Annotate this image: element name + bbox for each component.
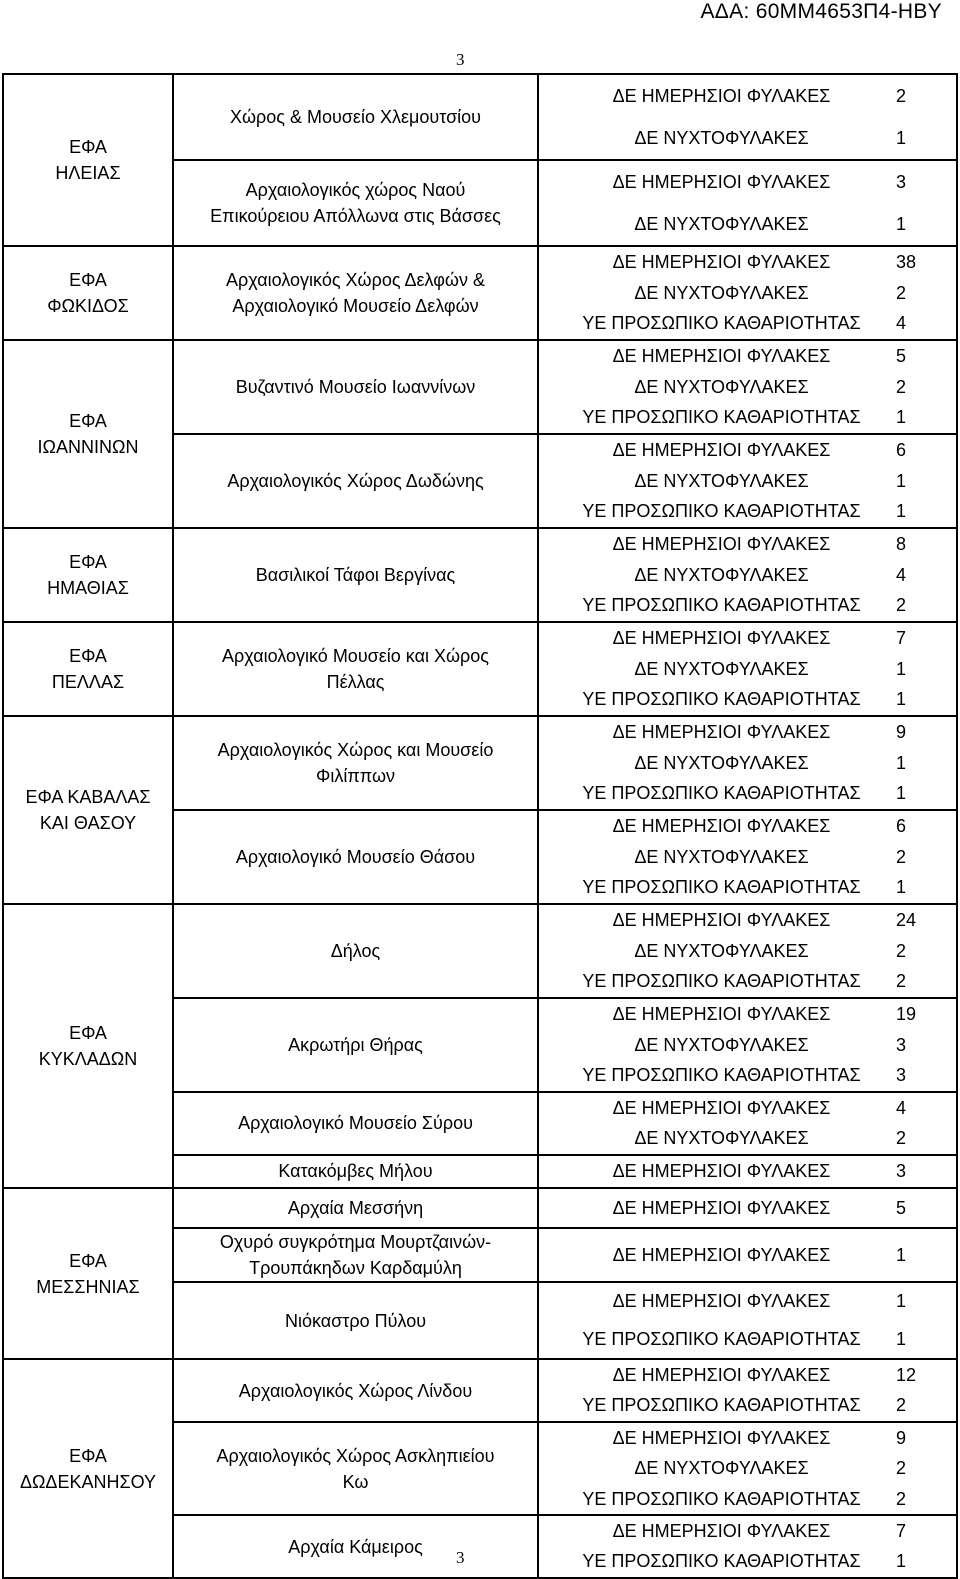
table-row [3,1188,957,1228]
unit-name: ΕΦΑ ΗΜΑΘΙΑΣ [47,551,129,598]
site-name: Δήλος [330,940,381,961]
staff-line [539,435,956,466]
staff-line [539,402,956,433]
staff-role: ΔΕ ΝΥΧΤΟΦΥΛΑΚΕΣ [634,470,809,491]
staff-role: ΔΕ ΗΜΕΡΗΣΙΟΙ ΦΥΛΑΚΕΣ [612,1161,831,1181]
staff-role: ΔΕ ΝΥΧΤΟΦΥΛΑΚΕΣ [634,1128,809,1149]
staff-line [539,1124,956,1155]
unit-name: ΕΦΑ ΗΛΕΙΑΣ [55,136,121,183]
site-name: Αρχαιολογικός Χώρος και Μουσείο Φιλίππων [217,739,494,786]
staff-count: 2 [896,1395,907,1416]
staff-count: 1 [896,127,907,148]
staff-line [539,1093,956,1124]
staff-line [539,117,956,159]
staff-role: ΔΕ ΝΥΧΤΟΦΥΛΑΚΕΣ [634,213,809,234]
staff-role: ΔΕ ΗΜΕΡΗΣΙΟΙ ΦΥΛΑΚΕΣ [612,1097,831,1118]
staff-line [539,529,956,560]
staff-count: 1 [896,213,907,234]
site-name: Αρχαιολογικό Μουσείο Θάσου [235,846,476,867]
staff-line [539,1360,956,1391]
staff-line [539,1060,956,1091]
staff-role: ΔΕ ΗΜΕΡΗΣΙΟΙ ΦΥΛΑΚΕΣ [612,1244,831,1265]
staff-role: ΔΕ ΝΥΧΤΟΦΥΛΑΚΕΣ [634,846,809,867]
unit-name: ΕΦΑ ΠΕΛΛΑΣ [51,645,125,692]
page-number-bottom: 3 [456,1548,465,1567]
staff-count: 3 [896,1065,907,1086]
unit-name: ΕΦΑ ΙΩΑΝΝΙΝΩΝ [37,410,139,457]
site-name: Κατακόμβες Μήλου [278,1161,433,1182]
staff-role: ΔΕ ΗΜΕΡΗΣΙΟΙ ΦΥΛΑΚΕΣ [612,1427,831,1448]
staff-line [539,1321,956,1359]
site-name: Αρχαιολογικός Χώρος Ασκληπιείου Κω [216,1445,495,1492]
site-name: Νιόκαστρο Πύλου [284,1310,427,1331]
site-name: Αρχαιολογικός χώρος Ναού Επικούρειου Απόλλωνα στις Βάσσες [210,179,501,226]
staff-line [539,1484,956,1514]
table-row [3,904,957,998]
staff-role: ΥΕ ΠΡΟΣΩΠΙΚΟ ΚΑΘΑΡΙΟΤΗΤΑΣ [582,1488,861,1509]
staff-count: 4 [896,313,907,334]
staff-role: ΔΕ ΝΥΧΤΟΦΥΛΑΚΕΣ [634,940,809,961]
site-name: Αρχαιολογικός Χώρος Λίνδου [238,1380,473,1401]
staff-count: 2 [896,846,907,867]
staff-role: ΔΕ ΗΜΕΡΗΣΙΟΙ ΦΥΛΑΚΕΣ [612,85,831,106]
site-name: Αρχαιολογικός Χώρος Δωδώνης [227,470,484,491]
staff-line [539,161,956,203]
staff-count: 8 [896,533,907,554]
staff-role: ΥΕ ΠΡΟΣΩΠΙΚΟ ΚΑΘΑΡΙΟΤΗΤΑΣ [582,1065,861,1086]
staff-role: ΥΕ ΠΡΟΣΩΠΙΚΟ ΚΑΘΑΡΙΟΤΗΤΑΣ [582,1328,861,1349]
site-name: Αρχαία Κάμειρος [288,1536,423,1557]
staff-role: ΥΕ ΠΡΟΣΩΠΙΚΟ ΚΑΘΑΡΙΟΤΗΤΑΣ [582,783,861,804]
staff-role: ΔΕ ΝΥΧΤΟΦΥΛΑΚΕΣ [634,658,809,679]
staff-line [539,278,956,309]
staff-line [539,1391,956,1422]
staff-role: ΥΕ ΠΡΟΣΩΠΙΚΟ ΚΑΘΑΡΙΟΤΗΤΑΣ [582,407,861,428]
staff-count: 5 [896,345,907,366]
staff-role: ΔΕ ΗΜΕΡΗΣΙΟΙ ΦΥΛΑΚΕΣ [612,909,831,930]
staff-count: 2 [896,376,907,397]
unit-name: ΕΦΑ ΔΩΔΕΚΑΝΗΣΟΥ [19,1445,157,1492]
staff-count: 1 [896,407,907,428]
staff-line [539,341,956,372]
staff-count: 1 [896,689,907,710]
staff-role: ΔΕ ΝΥΧΤΟΦΥΛΑΚΕΣ [634,127,809,148]
staff-role: ΔΕ ΗΜΕΡΗΣΙΟΙ ΦΥΛΑΚΕΣ [612,1520,831,1541]
staff-line [539,1454,956,1484]
staff-count: 7 [896,1520,907,1541]
staff-line [539,1030,956,1061]
staff-count: 2 [896,940,907,961]
staff-count: 4 [896,1097,907,1118]
staff-count: 2 [896,1488,907,1509]
staff-count: 1 [896,877,907,898]
site-name: Αρχαιολογικός Χώρος Δελφών & Αρχαιολογικό Μουσείο Δελφών [226,269,485,316]
staff-role: ΥΕ ΠΡΟΣΩΠΙΚΟ ΚΑΘΑΡΙΟΤΗΤΑΣ [582,501,861,522]
staff-count: 2 [896,1458,907,1479]
staff-role: ΔΕ ΗΜΕΡΗΣΙΟΙ ΦΥΛΑΚΕΣ [612,815,831,836]
staff-count: 5 [896,1197,907,1218]
staff-role: ΔΕ ΗΜΕΡΗΣΙΟΙ ΦΥΛΑΚΕΣ [612,627,831,648]
site-name: Ακρωτήρι Θήρας [288,1034,423,1055]
staff-line [539,905,956,936]
staff-role: ΔΕ ΗΜΕΡΗΣΙΟΙ ΦΥΛΑΚΕΣ [612,721,831,742]
staff-role: ΔΕ ΗΜΕΡΗΣΙΟΙ ΦΥΛΑΚΕΣ [612,1291,831,1312]
staff-line [539,466,956,497]
staff-count: 1 [896,1551,907,1572]
staff-line [539,203,956,245]
staff-line [539,872,956,903]
staff-role: ΔΕ ΗΜΕΡΗΣΙΟΙ ΦΥΛΑΚΕΣ [612,251,831,272]
staff-role: ΥΕ ΠΡΟΣΩΠΙΚΟ ΚΑΘΑΡΙΟΤΗΤΑΣ [582,1551,861,1572]
staff-count: 1 [896,658,907,679]
staff-role: ΔΕ ΗΜΕΡΗΣΙΟΙ ΦΥΛΑΚΕΣ [612,533,831,554]
staff-count: 2 [896,1128,907,1149]
ada-code: ΑΔΑ: 60ΜΜ4653Π4-ΗΒΥ [700,0,942,23]
staff-line [539,1516,956,1547]
staff-count: 2 [896,282,907,303]
staff-role: ΔΕ ΗΜΕΡΗΣΙΟΙ ΦΥΛΑΚΕΣ [612,345,831,366]
staff-count: 3 [896,171,907,192]
staff-count: 12 [896,1364,917,1385]
staff-line [539,1236,956,1274]
staff-count: 6 [896,439,907,460]
staff-line [539,748,956,779]
staff-line [539,654,956,685]
staff-role: ΔΕ ΗΜΕΡΗΣΙΟΙ ΦΥΛΑΚΕΣ [612,439,831,460]
staff-count: 1 [896,783,907,804]
unit-name: ΕΦΑ ΦΩΚΙΔΟΣ [47,269,129,316]
staff-line [539,560,956,591]
site-name: Αρχαιολογικό Μουσείο και Χώρος Πέλλας [222,645,489,692]
table-row [3,528,957,622]
staff-line [539,308,956,339]
staff-line [539,936,956,967]
staff-line [539,966,956,997]
staff-role: ΥΕ ΠΡΟΣΩΠΙΚΟ ΚΑΘΑΡΙΟΤΗΤΑΣ [582,313,861,334]
table-row [3,246,957,340]
staff-role: ΥΕ ΠΡΟΣΩΠΙΚΟ ΚΑΘΑΡΙΟΤΗΤΑΣ [582,689,861,710]
table-row [3,1359,957,1422]
unit-name: ΕΦΑ ΚΥΚΛΑΔΩΝ [38,1022,138,1069]
staff-role: ΥΕ ΠΡΟΣΩΠΙΚΟ ΚΑΘΑΡΙΟΤΗΤΑΣ [582,971,861,992]
staff-line [539,496,956,527]
site-name: Οχυρό συγκρότημα Μουρτζαινών- Τρουπάκηδων Καρδαμύλη [219,1232,492,1279]
staff-count: 6 [896,815,907,836]
staff-count: 2 [896,85,907,106]
staff-role: ΔΕ ΝΥΧΤΟΦΥΛΑΚΕΣ [634,376,809,397]
staff-count: 1 [896,1291,907,1312]
staff-role: ΥΕ ΠΡΟΣΩΠΙΚΟ ΚΑΘΑΡΙΟΤΗΤΑΣ [582,595,861,616]
unit-name: ΕΦΑ ΜΕΣΣΗΝΙΑΣ [36,1250,140,1297]
staff-line [539,590,956,621]
staff-line [539,1423,956,1453]
staff-role: ΔΕ ΗΜΕΡΗΣΙΟΙ ΦΥΛΑΚΕΣ [612,1364,831,1385]
staff-count: 7 [896,627,907,648]
staff-count: 4 [896,564,907,585]
staff-line [539,247,956,278]
page-number-top: 3 [456,50,465,69]
staff-line [539,1156,956,1187]
staff-count: 9 [896,1427,907,1448]
staff-line [539,999,956,1030]
site-name: Αρχαία Μεσσήνη [287,1197,424,1218]
site-name: Αρχαιολογικό Μουσείο Σύρου [238,1113,473,1134]
staff-line [539,75,956,117]
staff-line [539,1189,956,1227]
site-name: Βασιλικοί Τάφοι Βεργίνας [255,564,456,585]
staff-line [539,842,956,873]
staff-count: 1 [896,470,907,491]
staff-count: 3 [896,1034,907,1055]
staff-line [539,372,956,403]
staff-table [2,73,958,1579]
table-row [3,340,957,434]
staff-line [539,811,956,842]
staff-count: 24 [896,909,917,930]
staff-role: ΔΕ ΝΥΧΤΟΦΥΛΑΚΕΣ [634,282,809,303]
staff-role: ΔΕ ΝΥΧΤΟΦΥΛΑΚΕΣ [634,564,809,585]
staff-role: ΔΕ ΝΥΧΤΟΦΥΛΑΚΕΣ [634,1458,809,1479]
staff-line [539,684,956,715]
staff-line [539,717,956,748]
site-name: Βυζαντινό Μουσείο Ιωαννίνων [235,376,476,397]
staff-count: 1 [896,501,907,522]
staff-count: 2 [896,595,907,616]
staff-count: 38 [896,251,917,272]
site-name: Χώρος & Μουσείο Χλεμουτσίου [229,106,482,127]
staff-count: 19 [896,1003,917,1024]
staff-role: ΔΕ ΗΜΕΡΗΣΙΟΙ ΦΥΛΑΚΕΣ [612,171,831,192]
staff-role: ΥΕ ΠΡΟΣΩΠΙΚΟ ΚΑΘΑΡΙΟΤΗΤΑΣ [582,1395,861,1416]
staff-count: 1 [896,1328,907,1349]
staff-count: 1 [896,1244,907,1265]
table-row [3,622,957,716]
staff-role: ΔΕ ΝΥΧΤΟΦΥΛΑΚΕΣ [634,752,809,773]
staff-count: 2 [896,971,907,992]
staff-count: 1 [896,752,907,773]
staff-count: 9 [896,721,907,742]
staff-role: ΔΕ ΗΜΕΡΗΣΙΟΙ ΦΥΛΑΚΕΣ [612,1197,831,1218]
staff-line [539,778,956,809]
staff-role: ΔΕ ΝΥΧΤΟΦΥΛΑΚΕΣ [634,1034,809,1055]
staff-role: ΥΕ ΠΡΟΣΩΠΙΚΟ ΚΑΘΑΡΙΟΤΗΤΑΣ [582,877,861,898]
table-row [3,74,957,160]
staff-count: 3 [896,1161,907,1181]
staff-role: ΔΕ ΗΜΕΡΗΣΙΟΙ ΦΥΛΑΚΕΣ [612,1003,831,1024]
staff-line [539,1283,956,1321]
table-row [3,716,957,810]
staff-line [539,623,956,654]
unit-name: ΕΦΑ ΚΑΒΑΛΑΣ ΚΑΙ ΘΑΣΟΥ [25,786,151,833]
